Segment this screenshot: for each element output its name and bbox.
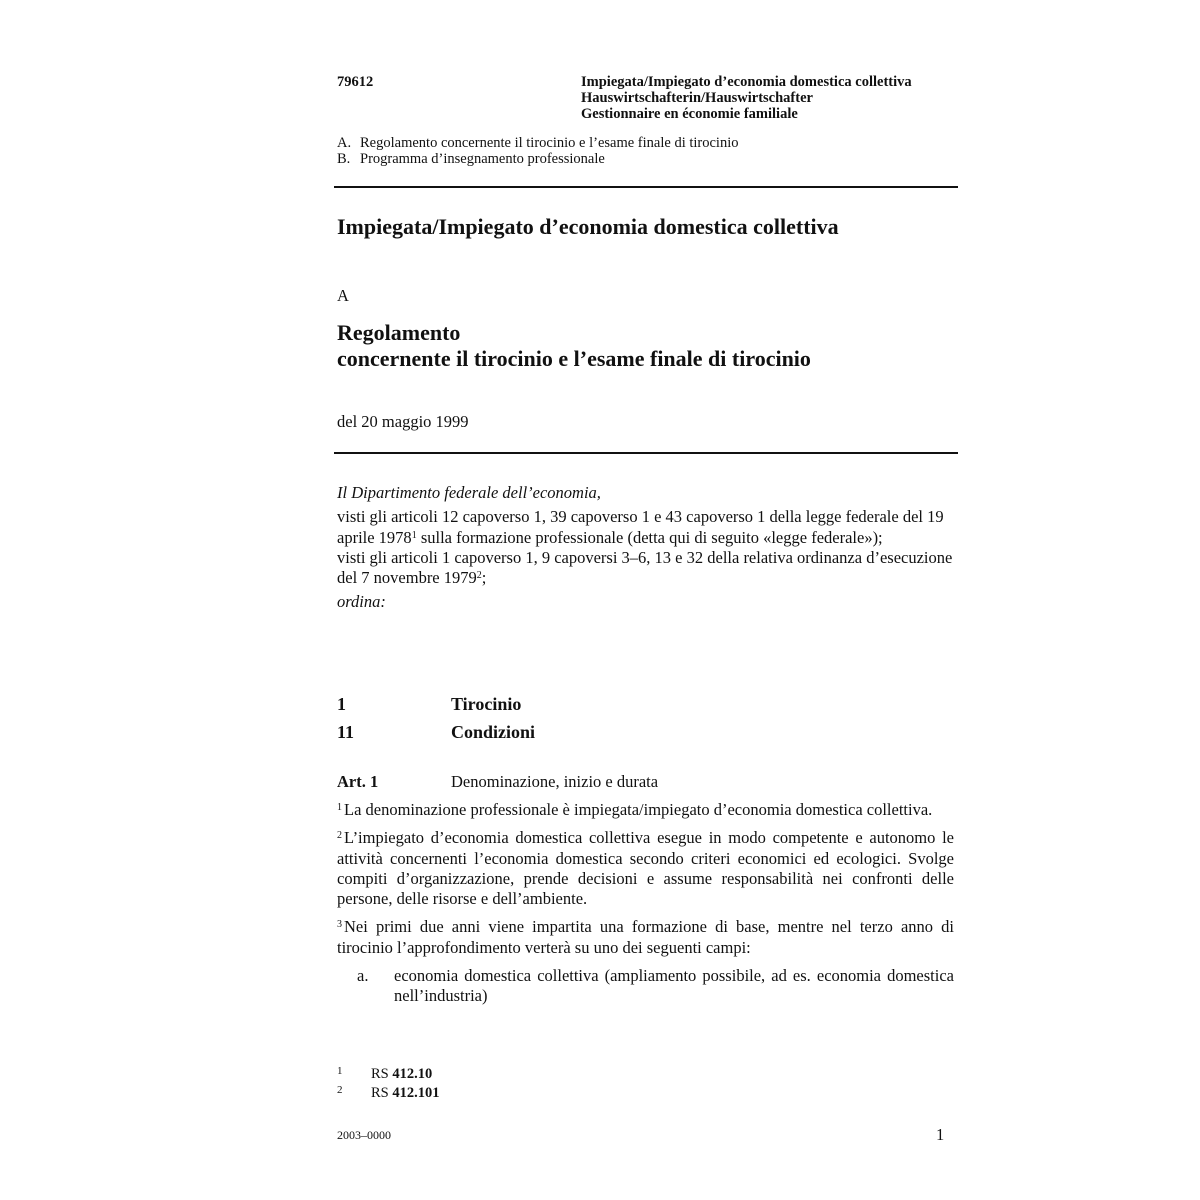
footer-code: 2003–0000 <box>337 1128 391 1142</box>
paragraph: $^3$ Nei primi due anni viene impartita una formazione di base, mentre nel terzo anno di tirocinio l’approfondimento verterà su uno dei seguenti campi: <box>337 917 954 957</box>
chapter-heading: 1 Tirocinio <box>337 694 522 714</box>
authority: Il Dipartimento federale dell’economia, <box>337 483 601 502</box>
paragraph: $^2$ L’impiegato d’economia domestica collettiva esegue in modo competente e autonomo le attività concernenti l’economia domestica secondo criteri economici ed ecologici. Svolge compiti d’organizzazione, prende decisioni e assume responsabilità nei confronti delle persone, delle risorse e dell’ambiente. <box>337 828 954 909</box>
article-heading: Art. 1 Denominazione, inizio e durata <box>337 772 659 791</box>
footnotes <box>337 1063 440 1101</box>
footnote-ref: 2 <box>476 570 482 582</box>
regulation-date: del 20 maggio 1999 <box>337 412 469 431</box>
header-titles <box>581 74 912 122</box>
preamble <box>337 483 957 617</box>
divider <box>334 452 958 454</box>
document-code: 79612 <box>337 74 374 90</box>
enacting-word: ordina: <box>337 592 386 612</box>
list-item: a. economia domestica collettiva (ampliamento possibile, ad es. economia domestica nell’industria) <box>357 966 954 1006</box>
section-heading: 11 Condizioni <box>337 722 536 742</box>
contents-item: A. Regolamento concernente il tirocinio e l’esame finale di tirocinio <box>337 135 739 151</box>
main-title: Impiegata/Impiegato d’economia domestica collettiva <box>337 214 839 239</box>
paragraph: $^1$ La denominazione professionale è impiegata/impiegato d’economia domestica collettiva. <box>337 800 933 819</box>
footnote: 1 RS 412.10 <box>337 1065 433 1082</box>
legal-basis: visti gli articoli 1 capoverso 1, 9 capoversi 3–6, 13 e 32 della relativa ordinanza d’esecuzione del 7 novembre 1979$^2$; <box>337 547 953 588</box>
legal-basis: visti gli articoli 12 capoverso 1, 39 capoverso 1 e 43 capoverso 1 della legge federale del 19 aprile 1978$^1$ sulla formazione professionale (detta qui di seguito «legge federale»); <box>337 507 944 547</box>
page-number: 1 <box>936 1125 945 1144</box>
footnote: 2 RS 412.101 <box>337 1084 440 1101</box>
header-title-it: Impiegata/Impiegato d’economia domestica collettiva <box>581 74 912 90</box>
header-title-fr: Gestionnaire en économie familiale <box>581 106 798 122</box>
regulation-title: Regolamento concernente il tirocinio e l’esame finale di tirocinio <box>337 320 811 371</box>
section-letter: A <box>337 286 349 305</box>
header-title-de: Hauswirtschafterin/Hauswirtschafter <box>581 90 813 106</box>
contents-item: B. Programma d’insegnamento professionale <box>337 151 605 167</box>
divider <box>334 186 958 188</box>
article-body <box>337 800 954 1007</box>
contents-list <box>337 135 738 167</box>
footnote-ref: 1 <box>411 529 417 541</box>
